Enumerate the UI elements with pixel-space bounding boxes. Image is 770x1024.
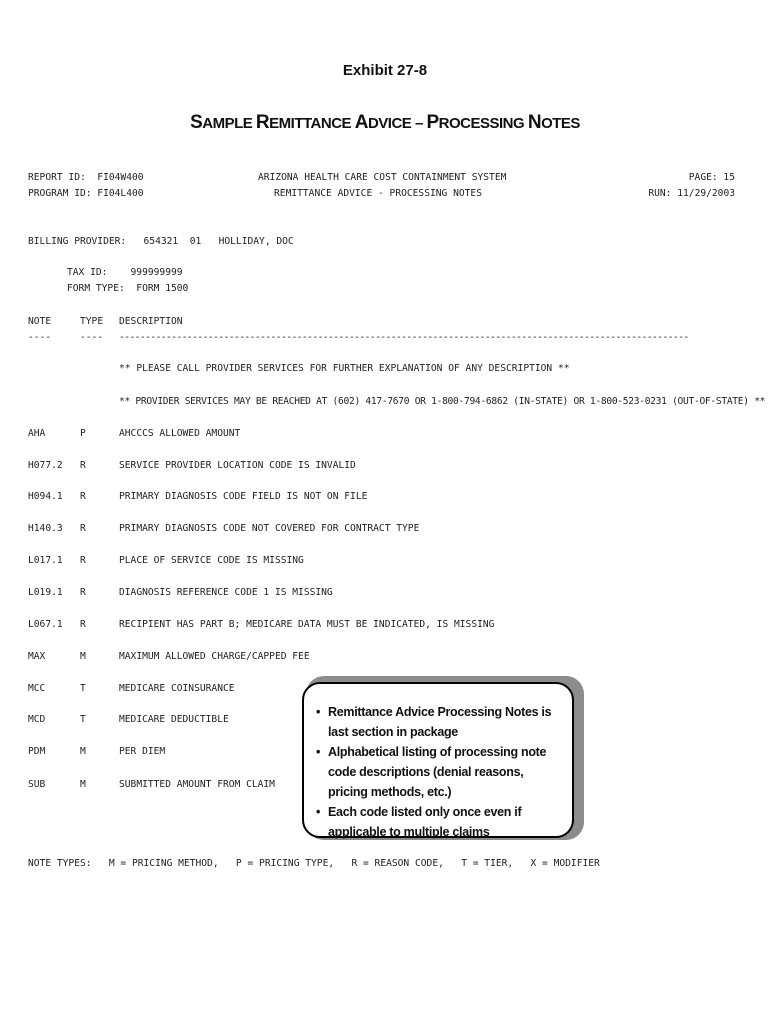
bullet-icon: • — [316, 705, 321, 719]
note-code: H094.1 — [28, 491, 63, 502]
note-type: M — [80, 746, 86, 757]
note-type: R — [80, 523, 86, 534]
column-rule-note: ---- — [28, 332, 52, 343]
note-description: MEDICARE DEDUCTIBLE — [119, 714, 229, 725]
callout-list — [316, 702, 562, 842]
note-type: R — [80, 555, 86, 566]
callout-item: • Alphabetical listing of processing note code descriptions (denial reasons, pricing methods, etc.) — [316, 742, 562, 802]
note-description: SUBMITTED AMOUNT FROM CLAIM — [119, 779, 275, 790]
note-description: PER DIEM — [119, 746, 166, 757]
note-type: R — [80, 587, 86, 598]
message-line: ** PROVIDER SERVICES MAY BE REACHED AT (602) 417-7670 OR 1-800-794-6862 (IN-STATE) OR 1-800-523-0231 (OUT-OF-STATE) ** — [119, 396, 766, 407]
note-code: L067.1 — [28, 619, 63, 630]
form-type: FORM TYPE: FORM 1500 — [67, 283, 189, 294]
note-description: PLACE OF SERVICE CODE IS MISSING — [119, 555, 304, 566]
note-code: MAX — [28, 651, 46, 662]
program-id: PROGRAM ID: FI04L400 — [28, 188, 144, 199]
report-id: REPORT ID: FI04W400 — [28, 172, 144, 183]
note-type: R — [80, 619, 86, 630]
note-type: M — [80, 779, 86, 790]
note-code: AHA — [28, 428, 46, 439]
note-type: M — [80, 651, 86, 662]
exhibit-label: Exhibit 27-8 — [342, 62, 428, 79]
tax-id: TAX ID: 999999999 — [67, 267, 183, 278]
callout-box — [302, 682, 574, 838]
column-rule-description: ------------------------------------------------------------------------------------------------------------- — [119, 332, 689, 343]
note-code: L019.1 — [28, 587, 63, 598]
callout-item: • Remittance Advice Processing Notes is last section in package — [316, 702, 562, 742]
column-header-type: TYPE — [80, 316, 104, 327]
note-type: T — [80, 714, 86, 725]
report-subtitle: REMITTANCE ADVICE - PROCESSING NOTES — [274, 188, 482, 199]
message-line: ** PLEASE CALL PROVIDER SERVICES FOR FURTHER EXPLANATION OF ANY DESCRIPTION ** — [119, 363, 570, 374]
column-header-note: NOTE — [28, 316, 52, 327]
callout-item: • Each code listed only once even if applicable to multiple claims — [316, 802, 562, 842]
note-description: PRIMARY DIAGNOSIS CODE NOT COVERED FOR CONTRACT TYPE — [119, 523, 420, 534]
note-code: L017.1 — [28, 555, 63, 566]
note-type: T — [80, 683, 86, 694]
note-description: SERVICE PROVIDER LOCATION CODE IS INVALID — [119, 460, 356, 471]
note-description: MEDICARE COINSURANCE — [119, 683, 235, 694]
note-code: H140.3 — [28, 523, 63, 534]
system-name: ARIZONA HEALTH CARE COST CONTAINMENT SYSTEM — [258, 172, 507, 183]
note-type: R — [80, 491, 86, 502]
billing-provider: BILLING PROVIDER: 654321 01 HOLLIDAY, DOC — [28, 236, 294, 247]
note-description: DIAGNOSIS REFERENCE CODE 1 IS MISSING — [119, 587, 333, 598]
note-code: H077.2 — [28, 460, 63, 471]
note-description: AHCCCS ALLOWED AMOUNT — [119, 428, 241, 439]
note-code: MCD — [28, 714, 46, 725]
column-rule-type: ---- — [80, 332, 104, 343]
note-code: PDM — [28, 746, 46, 757]
run-date: RUN: 11/29/2003 — [648, 188, 735, 199]
page-title: SAMPLE REMITTANCE ADVICE – PROCESSING NOTES — [190, 112, 580, 133]
bullet-icon: • — [316, 805, 321, 819]
note-description: MAXIMUM ALLOWED CHARGE/CAPPED FEE — [119, 651, 310, 662]
note-type: R — [80, 460, 86, 471]
note-code: SUB — [28, 779, 46, 790]
note-type: P — [80, 428, 86, 439]
bullet-icon: • — [316, 745, 321, 759]
page-number: PAGE: 15 — [688, 172, 735, 183]
note-description: PRIMARY DIAGNOSIS CODE FIELD IS NOT ON FILE — [119, 491, 368, 502]
note-types-legend: NOTE TYPES: M = PRICING METHOD, P = PRICING TYPE, R = REASON CODE, T = TIER, X = MODIFIER — [28, 858, 600, 869]
note-code: MCC — [28, 683, 46, 694]
note-description: RECIPIENT HAS PART B; MEDICARE DATA MUST BE INDICATED, IS MISSING — [119, 619, 495, 630]
column-header-description: DESCRIPTION — [119, 316, 183, 327]
